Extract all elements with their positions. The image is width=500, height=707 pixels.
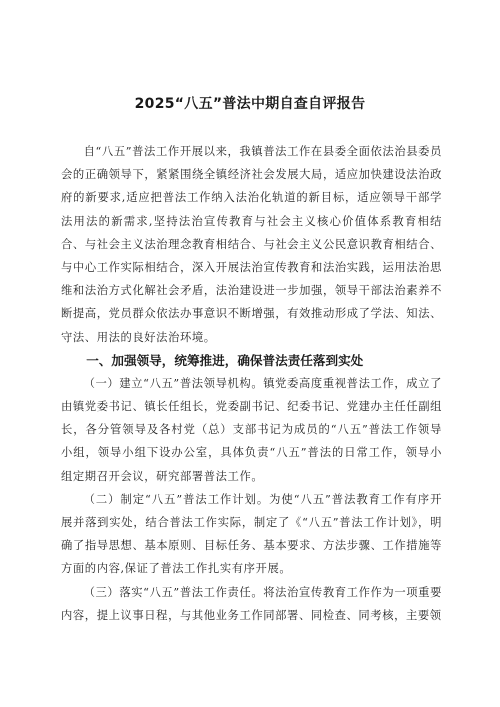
paragraph-1: （一）建立“八五”普法领导机构。镇党委高度重视普法工作，成立了由镇党委书记、镇长任组长，党委副书记、纪委书记、党建办主任任副组长，各分管领导及各村党（总）支部书记为成员的“八五”普法工作领导小组，领导小组下设办公室，具体负责“八五”普法的日常工作，领导小组定期召开会议，研究部署普法工作。 xyxy=(61,376,442,483)
section-heading-1: 一、加强领导，统筹推进，确保普法责任落到实处 xyxy=(86,352,364,368)
document-body xyxy=(61,140,442,627)
paragraph-3: （三）落实“八五”普法工作责任。将法治宣传教育工作作为一项重要内容，提上议事日程，与其他业务工作同部署、同检查、同考核，主要领 xyxy=(61,585,442,622)
document-title: 2025“八五”普法中期自查自评报告 xyxy=(134,96,366,112)
paragraph-2: （二）制定“八五”普法工作计划。为使“八五”普法教育工作有序开展并落到实处，结合普法工作实际，制定了《“八五”普法工作计划》，明确了指导思想、基本原则、目标任务、基本要求、方法步骤、工作措施等方面的内容,保证了普法工作扎实有序开展。 xyxy=(61,492,442,576)
intro-paragraph: 自“八五”普法工作开展以来，我镇普法工作在县委全面依法治县委员会的正确领导下，紧紧围绕全镇经济社会发展大局，适应加快建设法治政府的新要求,适应把普法工作纳入法治化轨道的新目标，适应领导干部学法用法的新需求,坚持法治宣传教育与社会主义核心价值体系教育相结合、与社会主义法治理念教育相结合、与社会主义公民意识教育相结合、与中心工作实际相结合，深入开展法治宣传教育和法治实践，运用法治思维和法治方式化解社会矛盾，法治建设进一步加强，领导干部法治素养不断提高，党员群众依法办事意识不断增强，有效推动形成了学法、知法、守法、用法的良好法治环境。 xyxy=(61,145,442,344)
